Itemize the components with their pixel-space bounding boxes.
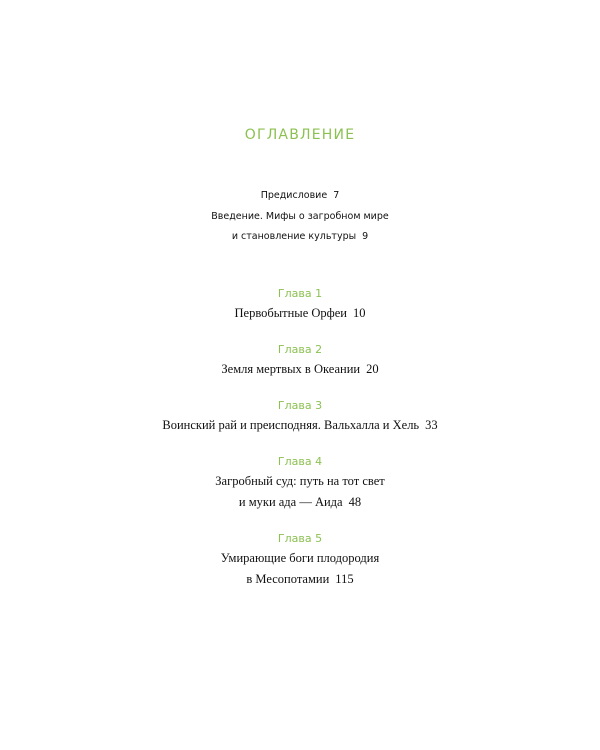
toc-entry-page: 115	[335, 572, 354, 586]
toc-entry-page: 7	[333, 190, 340, 201]
toc-entry-text: Первобытные Орфеи	[234, 306, 347, 320]
toc-entry-page: 48	[348, 495, 362, 509]
toc-entry-page: 20	[366, 362, 379, 376]
chapter-4-title-line-1	[0, 474, 600, 489]
chapter-3-label: Глава 3	[277, 399, 323, 412]
toc-entry-text: Умирающие боги плодородия	[220, 551, 380, 565]
chapter-2-label: Глава 2	[277, 343, 323, 356]
chapter-5-title-line-2	[0, 572, 600, 587]
toc-title: ОГЛАВЛЕНИЕ	[244, 127, 356, 143]
toc-entry-text: Загробный суд: путь на тот свет	[215, 474, 385, 488]
toc-entry-page: 10	[353, 306, 366, 320]
toc-entry-text: и становление культуры	[231, 231, 357, 242]
toc-entry-text: Воинский рай и преисподняя. Вальхалла и Хель	[162, 418, 420, 432]
toc-entry-text: и муки ада — Аида	[238, 495, 343, 509]
toc-entry-text: в Месопотамии	[246, 572, 330, 586]
toc-entry-text: Предисловие	[260, 190, 328, 201]
toc-entry-text: Введение. Мифы о загробном мире	[211, 211, 389, 222]
toc-entry-text: Земля мертвых в Океании	[221, 362, 361, 376]
toc-entry-page: 33	[425, 418, 438, 432]
chapter-5-label: Глава 5	[277, 532, 323, 545]
toc-entry-preface	[0, 190, 600, 201]
chapter-1-label: Глава 1	[277, 287, 323, 300]
toc-entry-introduction-line-1	[0, 211, 600, 222]
chapter-3-title	[0, 418, 600, 433]
chapter-2-title	[0, 362, 600, 377]
toc-entry-introduction-line-2	[0, 231, 600, 242]
chapter-1-title	[0, 306, 600, 321]
chapter-5-title-line-1	[0, 551, 600, 566]
chapter-4-label: Глава 4	[277, 455, 323, 468]
toc-entry-page: 9	[362, 231, 369, 242]
chapter-4-title-line-2	[0, 495, 600, 510]
